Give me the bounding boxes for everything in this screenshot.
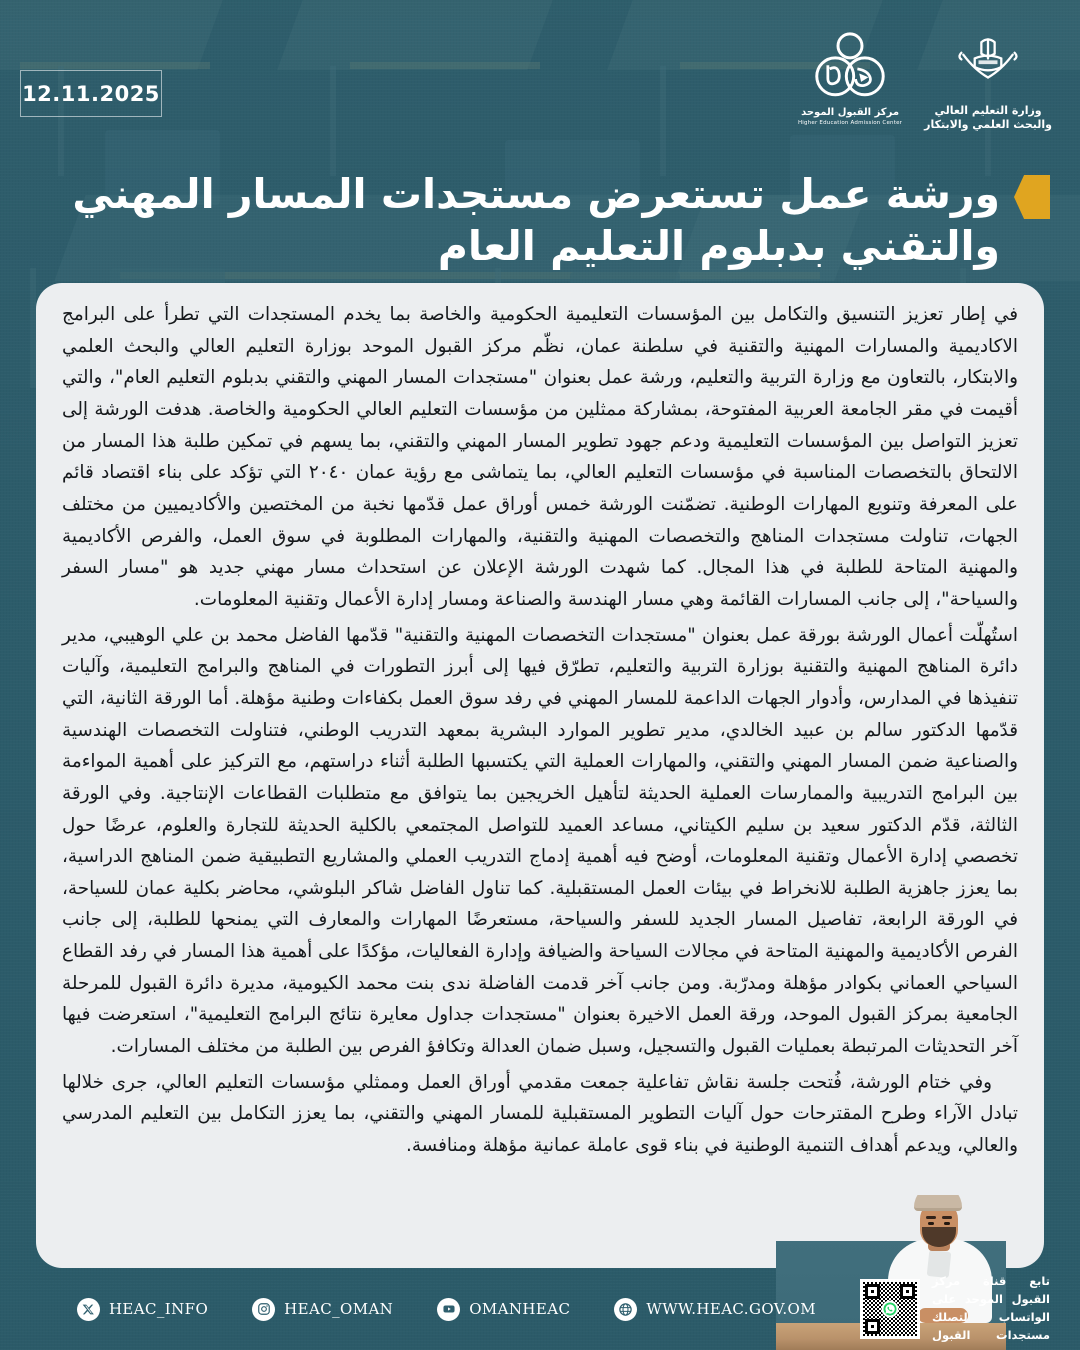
photo-whiteboard bbox=[776, 1195, 1006, 1241]
social-label: HEAC_INFO bbox=[108, 1300, 209, 1318]
date-badge-text: 12.11.2025 bbox=[22, 81, 160, 106]
heac-logo-icon bbox=[813, 32, 887, 104]
header-logos bbox=[798, 32, 1052, 133]
footer-bar bbox=[0, 1268, 1080, 1350]
oman-khanjar-emblem-icon bbox=[950, 32, 1026, 102]
x-twitter-icon bbox=[77, 1298, 100, 1321]
logo-heac bbox=[798, 32, 902, 126]
heac-name-en: Higher Education Admission Center bbox=[797, 119, 903, 126]
heac-name-ar: مركز القبول الموحد bbox=[801, 107, 900, 118]
article-paragraph: في إطار تعزيز التنسيق والتكامل بين المؤسسات التعليمية الحكومية والخاصة بما يخدم المستجدات التي تطرأ على البرامج الاكاديمية والمسارات المهنية والتقنية في سلطنة عمان، نظّم مركز القبول الموحد بوزارة التعليم العالي والبحث العلمي والابتكار، بالتعاون مع وزارة التربية والتعليم، ورشة عمل بعنوان "مستجدات المسار المهني والتقني بدبلوم التعليم العام"، والتي أقيمت في مقر الجامعة العربية المفتوحة، بمشاركة ممثلين من مؤسسات التعليم العالي الحكومية والخاصة. هدفت الورشة إلى تعزيز التواصل بين المؤسسات التعليمية ودعم جهود تطوير المسار المهني والتقني، بما يسهم في تمكين طلبة هذا المسار من الالتحاق بالتخصصات المناسبة في مؤسسات التعليم العالي، بما يتماشى مع رؤية عمان ٢٠٤٠ التي تؤكد على بناء اقتصاد قائم على المعرفة وتنويع المهارات الوطنية. تضمّنت الورشة خمس أوراق عمل قدّمها نخبة من المختصين والأكاديميين من مختلف الجهات، تناولت مستجدات المناهج والتخصصات المهنية والتقنية، والمهارات المطلوبة في سوق العمل، والفرص الأكاديمية والمهنية المتاحة للطلبة في هذا المجال. كما شهدت الورشة الإعلان عن استحداث مسار مهني جديد هو "مسار السفر والسياحة"، إلى جانب المسارات القائمة وهي مسار الهندسة والصناعة ومسار إدارة الأعمال وتقنية المعلومات. bbox=[62, 304, 1018, 610]
social-links bbox=[77, 1298, 816, 1321]
social-link-youtube[interactable] bbox=[437, 1298, 570, 1321]
youtube-icon bbox=[437, 1298, 460, 1321]
whatsapp-qr-code-icon[interactable] bbox=[860, 1279, 920, 1339]
social-label: OMANHEAC bbox=[469, 1300, 571, 1318]
social-link-website[interactable] bbox=[614, 1298, 816, 1321]
social-link-instagram[interactable] bbox=[252, 1298, 393, 1321]
globe-website-icon bbox=[614, 1298, 637, 1321]
social-link-x[interactable] bbox=[77, 1298, 208, 1321]
article-body bbox=[62, 299, 1018, 1162]
ministry-name-line1: وزارة التعليم العالي bbox=[934, 104, 1042, 117]
ministry-name-line2: والبحث العلمي والابتكار bbox=[924, 118, 1052, 132]
heac-logo-caption bbox=[798, 107, 902, 126]
social-label: WWW.HEAC.GOV.OM bbox=[646, 1300, 816, 1318]
ministry-logo-caption bbox=[924, 104, 1052, 133]
gold-pentagon-arrow-icon bbox=[1014, 175, 1050, 219]
date-badge bbox=[20, 70, 162, 117]
title-block bbox=[0, 168, 1080, 273]
article-paragraph: وفي ختام الورشة، فُتحت جلسة نقاش تفاعلية جمعت مقدمي أوراق العمل وممثلي مؤسسات التعليم العالي، جرى خلالها تبادل الآراء وطرح المقترحات حول آليات التطوير المستقبلية للمسار المهني والتقني، بما يعزز التكامل بين التعليم المدرسي والعالي، ويدعم أهداف التنمية الوطنية في بناء قوى عاملة عمانية مؤهلة ومنافسة. bbox=[62, 1071, 1018, 1157]
social-label: HEAC_OMAN bbox=[284, 1300, 394, 1318]
article-card bbox=[36, 283, 1044, 1268]
logo-ministry bbox=[924, 32, 1052, 133]
whatsapp-icon bbox=[885, 1304, 896, 1315]
instagram-icon bbox=[252, 1298, 275, 1321]
article-paragraph: استُهلّت أعمال الورشة بورقة عمل بعنوان "مستجدات التخصصات المهنية والتقنية" قدّمها الفاضل محمد بن علي الوهيبي، مدير دائرة المناهج المهنية والتقنية بوزارة التربية والتعليم، تطرّق فيها إلى أبرز التطورات في المناهج والبرامج التعليمية، وآليات تنفيذها في المدارس، وأدوار الجهات الداعمة للمسار المهني في رفد سوق العمل بكفاءات وطنية مؤهلة. أما الورقة الثانية، التي قدّمها الدكتور سالم بن عبيد الخالدي، مدير تطوير الموارد البشرية بمعهد التدريب الوطني، فتناولت التخصصات الهندسية والصناعية ضمن المسار المهني والتقني، والمهارات العملية التي يكتسبها الطلبة أثناء دراستهم، مع التركيز على أهمية المواءمة بين البرامج التدريبية والممارسات العملية الحديثة لتأهيل الخريجين بما يتوافق مع متطلبات القطاعات الإنتاجية. وفي الورقة الثالثة، قدّم الدكتور سعيد بن سليم الكيتاني، مساعد العميد للتواصل المجتمعي بالكلية الحديثة للتجارة والعلوم، عرضًا حول تخصصي إدارة الأعمال وتقنية المعلومات، أوضح فيه أهمية إدماج التدريب العملي والمشاريع التطبيقية ضمن المناهج الدراسية، بما يعزز جاهزية الطلبة للانخراط في بيئات العمل المستقبلية. كما تناول الفاضل شاكر البلوشي، محاضر بكلية عمان للسياحة، في الورقة الرابعة، تفاصيل المسار الجديد للسفر والسياحة، مستعرضًا المهارات والمعارف التي يمنحها للطلبة، إلى جانب الفرص الأكاديمية والمهنية المتاحة في مجالات السياحة والضيافة وإدارة الفعاليات، مؤكدًا على أهمية هذا المسار في رفد القطاع السياحي العماني بكوادر مؤهلة ومدرّبة. ومن جانب آخر قدمت الفاضلة ندى بنت محمد الكيومية، مديرة دائرة القبول للمرحلة الجامعية بمركز القبول الموحد، ورقة العمل الاخيرة بعنوان "مستجدات جداول معايرة نتائج البرامج التعليمية"، استعرضت فيها آخر التحديثات المرتبطة بعمليات القبول والتسجيل، وسبل ضمان العدالة وتكافؤ الفرص بين الطلبة من مختلف المسارات. bbox=[62, 624, 1018, 1058]
follow-whatsapp-text: تابع قناة مركز القبول الموحد على الواتساب لتصلك مستجدات القبول bbox=[932, 1274, 1050, 1342]
page-title: ورشة عمل تستعرض مستجدات المسار المهني والتقني بدبلوم التعليم العام bbox=[72, 170, 1000, 271]
